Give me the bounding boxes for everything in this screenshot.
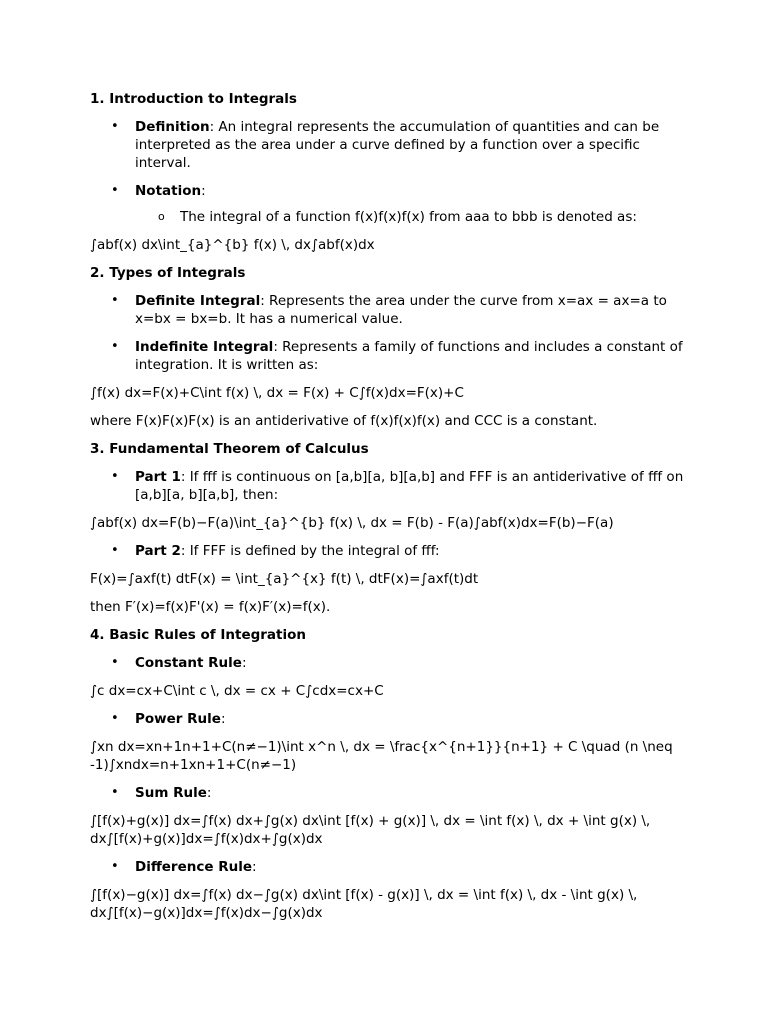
term-label: Sum Rule (135, 785, 207, 801)
list-item (90, 118, 690, 172)
term-label: Part 1 (135, 469, 181, 485)
formula: ∫abf(x) dx\int_{a}^{b} f(x) \, dx∫abf(x)dx (90, 237, 375, 253)
bullet-list (90, 468, 690, 504)
body-text: where F(x)F(x)F(x) is an antiderivative of f(x)f(x)f(x) and CCC is a constant. (90, 413, 598, 429)
bullet-list (90, 542, 690, 560)
formula: ∫abf(x) dx=F(b)−F(a)\int_{a}^{b} f(x) \, dx = F(b) - F(a)∫abf(x)dx=F(b)−F(a) (90, 515, 614, 531)
term-text: : (252, 859, 257, 875)
section-heading: 2. Types of Integrals (90, 265, 246, 281)
term-text: : (201, 183, 206, 199)
term-text: : An integral represents the accumulation of quantities and can be interpreted as the area under a curve defined by a function over a specific interval. (135, 119, 660, 171)
formula: ∫[f(x)−g(x)] dx=∫f(x) dx−∫g(x) dx\int [f(x) - g(x)] \, dx = \int f(x) \, dx - \int g(x) \, dx∫[f(x)−g(x)]dx=∫f(x)dx−∫g(x)dx (90, 887, 638, 921)
term-label: Definition (135, 119, 210, 135)
term-text: : Represents the area under the curve from x=ax = ax=a to x=bx = bx=b. It has a numerical value. (135, 293, 667, 327)
formula: ∫[f(x)+g(x)] dx=∫f(x) dx+∫g(x) dx\int [f(x) + g(x)] \, dx = \int f(x) \, dx + \int g(x) \, dx∫[f(x)+g(x)]dx=∫f(x)dx+∫g(x)dx (90, 813, 651, 847)
bullet-list (90, 784, 690, 802)
term-label: Power Rule (135, 711, 221, 727)
list-item (90, 542, 690, 560)
section-heading: 1. Introduction to Integrals (90, 91, 297, 107)
term-label: Part 2 (135, 543, 181, 559)
term-label: Indefinite Integral (135, 339, 274, 355)
term-label: Notation (135, 183, 202, 199)
term-text: : (206, 785, 212, 801)
list-item (90, 858, 690, 876)
bullet-list (90, 710, 690, 728)
section-heading: 3. Fundamental Theorem of Calculus (90, 441, 369, 457)
bullet-list (90, 292, 690, 374)
bullet-list (90, 118, 690, 226)
document-body (90, 90, 690, 932)
bullet-list (90, 654, 690, 672)
term-text: : (241, 655, 247, 671)
body-text: then F′(x)=f(x)F'(x) = f(x)F′(x)=f(x). (90, 599, 331, 615)
list-item (90, 292, 690, 328)
term-text: : If FFF is defined by the integral of fff: (180, 543, 440, 559)
list-item (90, 784, 690, 802)
sub-list-item: o The integral of a function f(x)f(x)f(x) from aaa to bbb is denoted as: (135, 208, 690, 226)
formula: ∫f(x) dx=F(x)+C\int f(x) \, dx = F(x) + C∫f(x)dx=F(x)+C (90, 385, 464, 401)
list-item (90, 654, 690, 672)
term-text: : (220, 711, 226, 727)
bullet-list (90, 858, 690, 876)
list-item (90, 338, 690, 374)
term-label: Difference Rule (135, 859, 252, 875)
section-heading: 4. Basic Rules of Integration (90, 627, 306, 643)
term-text: : If fff is continuous on [a,b][a, b][a,b] and FFF is an antiderivative of fff on [a,b][a, b][a,b], then: (135, 469, 684, 503)
term-text: : Represents a family of functions and includes a constant of integration. It is written as: (135, 339, 683, 373)
formula: ∫xn dx=xn+1n+1+C(n≠−1)\int x^n \, dx = \frac{x^{n+1}}{n+1} + C \quad (n \neq -1)∫xndx=n+1xn+1+C(n≠−1) (90, 739, 673, 773)
formula: ∫c dx=cx+C\int c \, dx = cx + C∫cdx=cx+C (90, 683, 384, 699)
list-item (90, 468, 690, 504)
term-label: Constant Rule (135, 655, 242, 671)
sub-list (135, 208, 690, 226)
list-item (90, 182, 690, 226)
list-item (90, 710, 690, 728)
formula: F(x)=∫axf(t) dtF(x) = \int_{a}^{x} f(t) \, dtF(x)=∫axf(t)dt (90, 571, 479, 587)
term-label: Definite Integral (135, 293, 261, 309)
